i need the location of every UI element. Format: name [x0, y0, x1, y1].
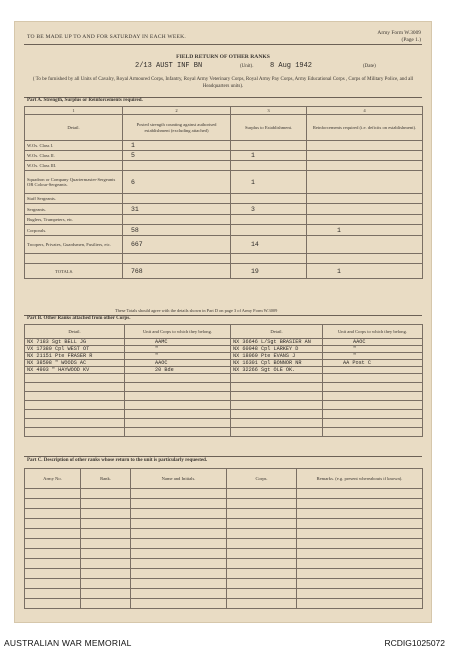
- detail-cell: NX 60048 Cpl LARKEY D: [231, 346, 323, 353]
- reinf-value: 1: [307, 225, 423, 236]
- unit-cell: ": [125, 346, 231, 353]
- header-unit-corps: Unit and Corps to which they belong.: [125, 325, 231, 339]
- detail-cell: NX 32266 Sgt OLE OK.: [231, 367, 323, 374]
- row-detail: Buglers, Trumpeters, etc.: [25, 215, 123, 225]
- unit-cell: 20 Bde: [125, 367, 231, 374]
- table-row: [25, 161, 423, 171]
- surplus-value: [231, 141, 307, 151]
- table-row: [25, 346, 423, 353]
- surplus-value: [231, 215, 307, 225]
- totals-footnote: These Totals should agree with the details shown in Part D on page 3 of Army Form W.3009: [115, 308, 278, 313]
- unit-cell: ": [323, 353, 423, 360]
- detail-cell: NX 38598 " WOODS AC: [25, 360, 125, 367]
- unit-label: (Unit).: [240, 64, 254, 69]
- date-label: (Date): [363, 64, 376, 69]
- surplus-value: 3: [231, 204, 307, 215]
- form-reference: [377, 30, 421, 44]
- reinf-value: [307, 151, 423, 161]
- row-detail: W.Os. Class III.: [25, 161, 123, 171]
- form-title: FIELD RETURN OF OTHER RANKS: [176, 54, 270, 60]
- table-row: [25, 194, 423, 204]
- reinf-value: [307, 236, 423, 254]
- unit-cell: AAOC: [323, 339, 423, 346]
- posted-value: 5: [123, 151, 231, 161]
- unit-name: 2/13 AUST INF BN: [135, 62, 203, 70]
- col-number: 3: [231, 107, 307, 115]
- header-corps: Corps.: [227, 469, 297, 489]
- row-detail: Troopers, Privates, Guardsmen, Fusiliers, etc.: [25, 236, 123, 254]
- detail-cell: NX 21151 Pte FRASER R: [25, 353, 125, 360]
- posted-total: 768: [123, 264, 231, 279]
- posted-value: 667: [123, 236, 231, 254]
- reinf-value: [307, 215, 423, 225]
- unit-cell: AAMC: [125, 339, 231, 346]
- divider: [24, 44, 422, 45]
- table-row: [25, 254, 423, 264]
- row-detail: W.Os. Class I.: [25, 141, 123, 151]
- row-detail: Staff Sergeants.: [25, 194, 123, 204]
- header-name: Name and Initials.: [131, 469, 227, 489]
- return-date: 8 Aug 1942: [270, 62, 313, 70]
- reinf-value: [307, 254, 423, 264]
- surplus-total: 19: [231, 264, 307, 279]
- unit-cell: AAOC: [125, 360, 231, 367]
- header-reinforcements: Reinforcements required (i.e. deficits on establishment).: [307, 115, 423, 141]
- surplus-value: [231, 254, 307, 264]
- row-detail: W.Os. Class II.: [25, 151, 123, 161]
- page-number: (Page 1.): [401, 37, 421, 43]
- unit-cell: AA Post C: [323, 360, 423, 367]
- detail-cell: NX 18069 Pte EVANS J: [231, 353, 323, 360]
- reinf-total: 1: [307, 264, 423, 279]
- archive-reference: RCDIG1025072: [384, 638, 445, 648]
- reinf-value: [307, 194, 423, 204]
- totals-label: TOTALS.: [25, 264, 123, 279]
- detail-cell: NX 4903 " HAYWOOD KV: [25, 367, 125, 374]
- row-detail: Corporals.: [25, 225, 123, 236]
- table-row: [25, 367, 423, 374]
- surplus-value: 1: [231, 151, 307, 161]
- detail-cell: VX 17380 Cpl WEST OT: [25, 346, 125, 353]
- divider: [24, 456, 422, 457]
- table-row: [25, 339, 423, 346]
- unit-cell: [323, 367, 423, 374]
- part-b-title: Part B. Other Ranks attached from other Corps.: [27, 316, 131, 321]
- table-row: [25, 236, 423, 254]
- surplus-value: [231, 194, 307, 204]
- surplus-value: 1: [231, 171, 307, 194]
- unit-cell: ": [125, 353, 231, 360]
- archive-credit: AUSTRALIAN WAR MEMORIAL: [4, 638, 132, 648]
- header-army-no: Army No.: [25, 469, 81, 489]
- table-row: [25, 204, 423, 215]
- table-row: [25, 171, 423, 194]
- header-rank: Rank.: [81, 469, 131, 489]
- reinf-value: [307, 141, 423, 151]
- reinf-value: [307, 161, 423, 171]
- header-posted-strength: Posted strength counting against authorised establishment (excluding attached): [123, 115, 231, 141]
- surplus-value: [231, 225, 307, 236]
- col-number: 4: [307, 107, 423, 115]
- detail-cell: NX 36646 L/Sgt BRASIER AN: [231, 339, 323, 346]
- table-row: [25, 151, 423, 161]
- form-number: Army Form W.3009: [377, 30, 421, 36]
- row-detail: Squadron or Company Quartermaster-Sergeants OR Colour-Sergeants.: [25, 171, 123, 194]
- col-number: 2: [123, 107, 231, 115]
- posted-value: [123, 194, 231, 204]
- form-intro: ( To be furnished by all Units of Cavalry, Royal Armoured Corps, Infantry, Royal Army Veterinary Corps, Royal Army Pay Corps, Army Educational Corps , Corps of Military Police, and all Headquarters units).: [32, 77, 414, 89]
- table-row: [25, 215, 423, 225]
- part-c-table: [24, 468, 423, 609]
- header-unit-corps: Unit and Corps to which they belong.: [323, 325, 423, 339]
- posted-value: 1: [123, 141, 231, 151]
- row-detail: Sergeants.: [25, 204, 123, 215]
- posted-value: [123, 254, 231, 264]
- table-row: [25, 225, 423, 236]
- reinf-value: [307, 171, 423, 194]
- part-c-title: Part C. Description of other ranks whose return to the unit is particularly requested.: [27, 458, 208, 463]
- col-number: 1: [25, 107, 123, 115]
- detail-cell: NX 7183 Sgt BELL JG: [25, 339, 125, 346]
- unit-cell: ": [323, 346, 423, 353]
- posted-value: [123, 215, 231, 225]
- surplus-value: 14: [231, 236, 307, 254]
- detail-cell: NX 16301 Cpl BONNOR NR: [231, 360, 323, 367]
- part-a-title: Part A. Strength, Surplus or Reinforcements required.: [27, 98, 143, 103]
- table-row: [25, 353, 423, 360]
- header-detail: Detail.: [231, 325, 323, 339]
- header-remarks: Remarks. (e.g. present whereabouts if known).: [297, 469, 423, 489]
- totals-row: [25, 264, 423, 279]
- reinf-value: [307, 204, 423, 215]
- surplus-value: [231, 161, 307, 171]
- part-b-table: [24, 324, 423, 437]
- posted-value: 31: [123, 204, 231, 215]
- posted-value: 6: [123, 171, 231, 194]
- header-detail: Detail.: [25, 325, 125, 339]
- form-sheet: [15, 22, 431, 622]
- posted-value: 58: [123, 225, 231, 236]
- row-detail: [25, 254, 123, 264]
- header-detail: Detail.: [25, 115, 123, 141]
- posted-value: [123, 161, 231, 171]
- header-surplus: Surplus to Establishment.: [231, 115, 307, 141]
- form-instruction: TO BE MADE UP TO AND FOR SATURDAY IN EACH WEEK.: [27, 34, 186, 40]
- table-row: [25, 360, 423, 367]
- table-row: [25, 141, 423, 151]
- part-a-table: [24, 106, 423, 279]
